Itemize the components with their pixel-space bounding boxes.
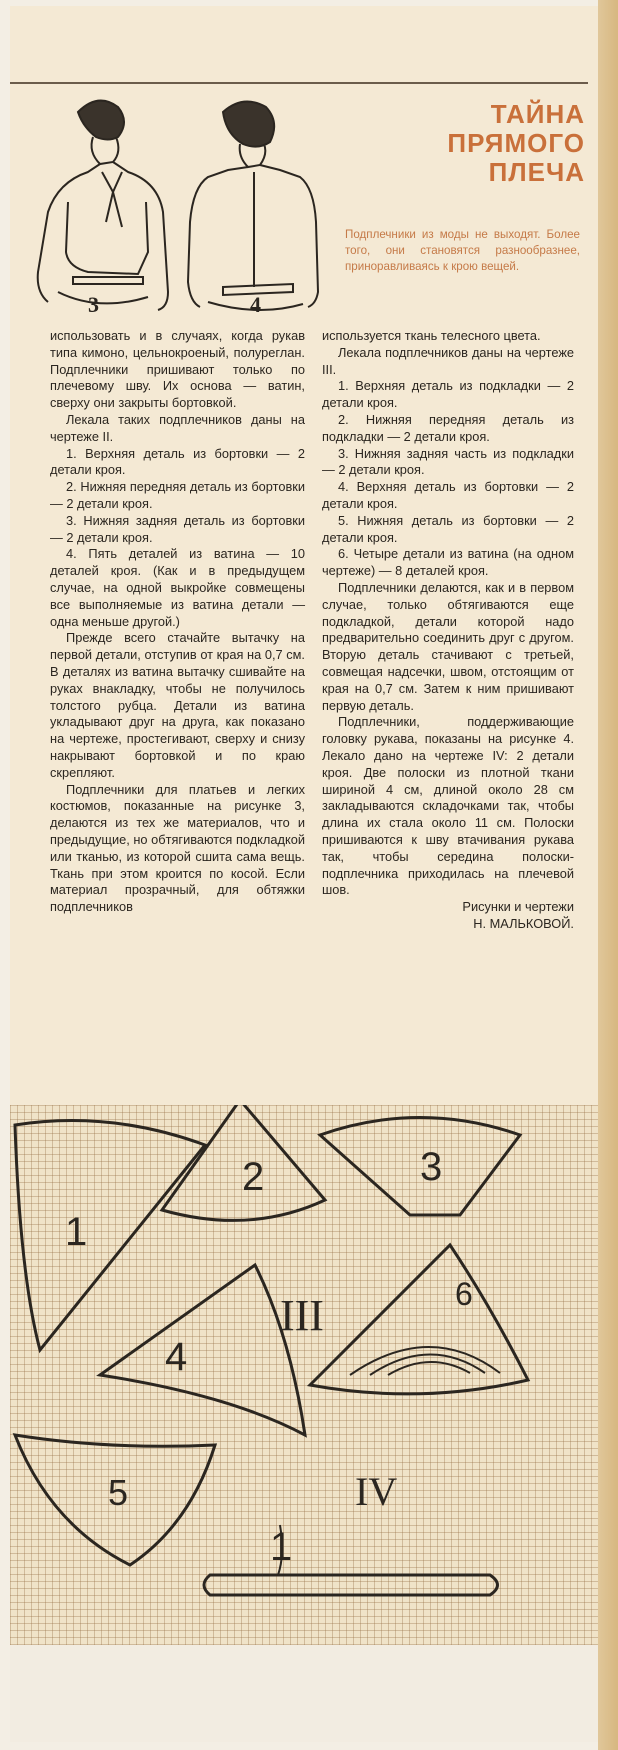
pattern-piece-6 <box>310 1245 528 1394</box>
pattern-label-strip: 1 <box>270 1525 293 1569</box>
pattern-piece-4 <box>100 1265 305 1435</box>
headline-line-2: ПРЯМОГО <box>447 128 585 158</box>
list-item: 2. Нижняя передняя деталь из бортовки — 2 детали кроя. <box>50 479 305 511</box>
list-item: 4. Верхняя деталь из бортовки — 2 детали кроя. <box>322 479 574 511</box>
credit-line-1: Рисунки и чертежи <box>462 899 574 915</box>
list-item: 6. Четыре детали из ватина (на одном чертеже) — 8 деталей кроя. <box>322 546 574 579</box>
paragraph: Подплечники, поддерживающие головку рукава, показаны на рисунке 4. Лекало дано на чертеже IV: 2 детали кроя. Две полоски из плотной ткани шириной 4 см, длиной около 28 см закладываются складочками так, чтобы длина их стала около 11 см. Полоски пришиваются к шву втачивания рукава так, чтобы середина полоски-подплечника приходилась на плечевой шов. <box>322 714 574 898</box>
headline-line-1: ТАЙНА <box>490 99 585 129</box>
pattern-label-4: 4 <box>165 1335 188 1379</box>
pattern-label-6: 6 <box>455 1276 473 1312</box>
pattern-label-1: 1 <box>65 1210 88 1254</box>
pattern-label-2: 2 <box>242 1155 265 1199</box>
lead-paragraph: Подплечники из моды не выходят. Более того, они становятся разнообразнее, приноравливаясь к крою вещей. <box>345 228 580 273</box>
paragraph: используется ткань телесного цвета. <box>322 328 541 343</box>
paragraph: Лекала таких подплечников даны на чертеже II. <box>50 411 305 444</box>
pattern-grid <box>10 1105 598 1645</box>
figure-label-3: 3 <box>88 292 99 317</box>
paragraph: Подплечники делаются, как и в первом случае, только обтягиваются еще подкладкой, детали которой надо предварительно соединить друг с другом. Вторую деталь стачивают с третьей, совмещая надсечки, швом, отстоящим от края на 0,7 см. Затем к ним пришивают первую деталь. <box>322 579 574 713</box>
pattern-label-3: 3 <box>420 1145 443 1189</box>
top-rule <box>10 82 588 84</box>
page-margin <box>10 1645 598 1742</box>
page-edge <box>598 0 618 1750</box>
paragraph: Лекала подплечников даны на чертеже III. <box>322 344 574 377</box>
section-label-iv: IV <box>355 1469 398 1514</box>
fashion-illustration <box>18 92 338 322</box>
figure-label-4: 4 <box>250 292 261 317</box>
headline <box>410 100 585 187</box>
paragraph: Прежде всего стачайте вытачку на первой детали, отступив от края на 0,7 см. В деталях из ватина вытачку сшивайте на руках внакладку, чтобы не получилось толстого рубца. Детали из ватина укладывают друг на друга, как показано на чертеже, простегивают, сверху и снизу накрывают бортовкой и по краю скрепляют. <box>50 630 305 780</box>
paragraph: Подплечники для платьев и легких костюмов, показанные на рисунке 3, делаются из тех же материалов, что и предыдущие, но обтягиваются подкладкой или тканью, из которой сшита сама вещь. Ткань при этом кроится по косой. Если материал прозрачный, для обтяжки подплечников <box>50 781 305 915</box>
list-item: 2. Нижняя передняя деталь из подкладки — 2 детали кроя. <box>322 411 574 444</box>
section-label-iii: III <box>280 1291 324 1340</box>
list-item: 1. Верхняя деталь из бортовки — 2 детали кроя. <box>50 445 305 478</box>
credit-line-2: Н. МАЛЬКОВОЙ. <box>473 915 574 931</box>
list-item: 1. Верхняя деталь из подкладки — 2 детали кроя. <box>322 378 574 411</box>
list-item: 5. Нижняя деталь из бортовки — 2 детали кроя. <box>322 512 574 545</box>
text-column-2 <box>322 328 574 933</box>
pattern-piece-1 <box>15 1121 205 1351</box>
list-item: 4. Пять деталей из ватина — 10 деталей кроя. (Как и в предыдущем случае, на одной выкройке совмещены все выполняемые из ватина детали — одна меньше другой.) <box>50 546 305 629</box>
list-item: 3. Нижняя задняя часть из подкладки — 2 детали кроя. <box>322 445 574 478</box>
list-item: 3. Нижняя задняя деталь из бортовки — 2 детали кроя. <box>50 512 305 545</box>
paragraph: использовать и в случаях, когда рукав типа кимоно, цельнокроеный, полуреглан. Подплечники пришивают только по плечевому шву. Их основа — ватин, сверху они закрыты бортовкой. <box>50 328 305 411</box>
pattern-label-5: 5 <box>108 1472 129 1513</box>
pattern-drawing <box>10 1105 598 1645</box>
text-column-1 <box>50 328 305 916</box>
pattern-strip-iv <box>204 1575 498 1595</box>
headline-line-3: ПЛЕЧА <box>488 157 585 187</box>
